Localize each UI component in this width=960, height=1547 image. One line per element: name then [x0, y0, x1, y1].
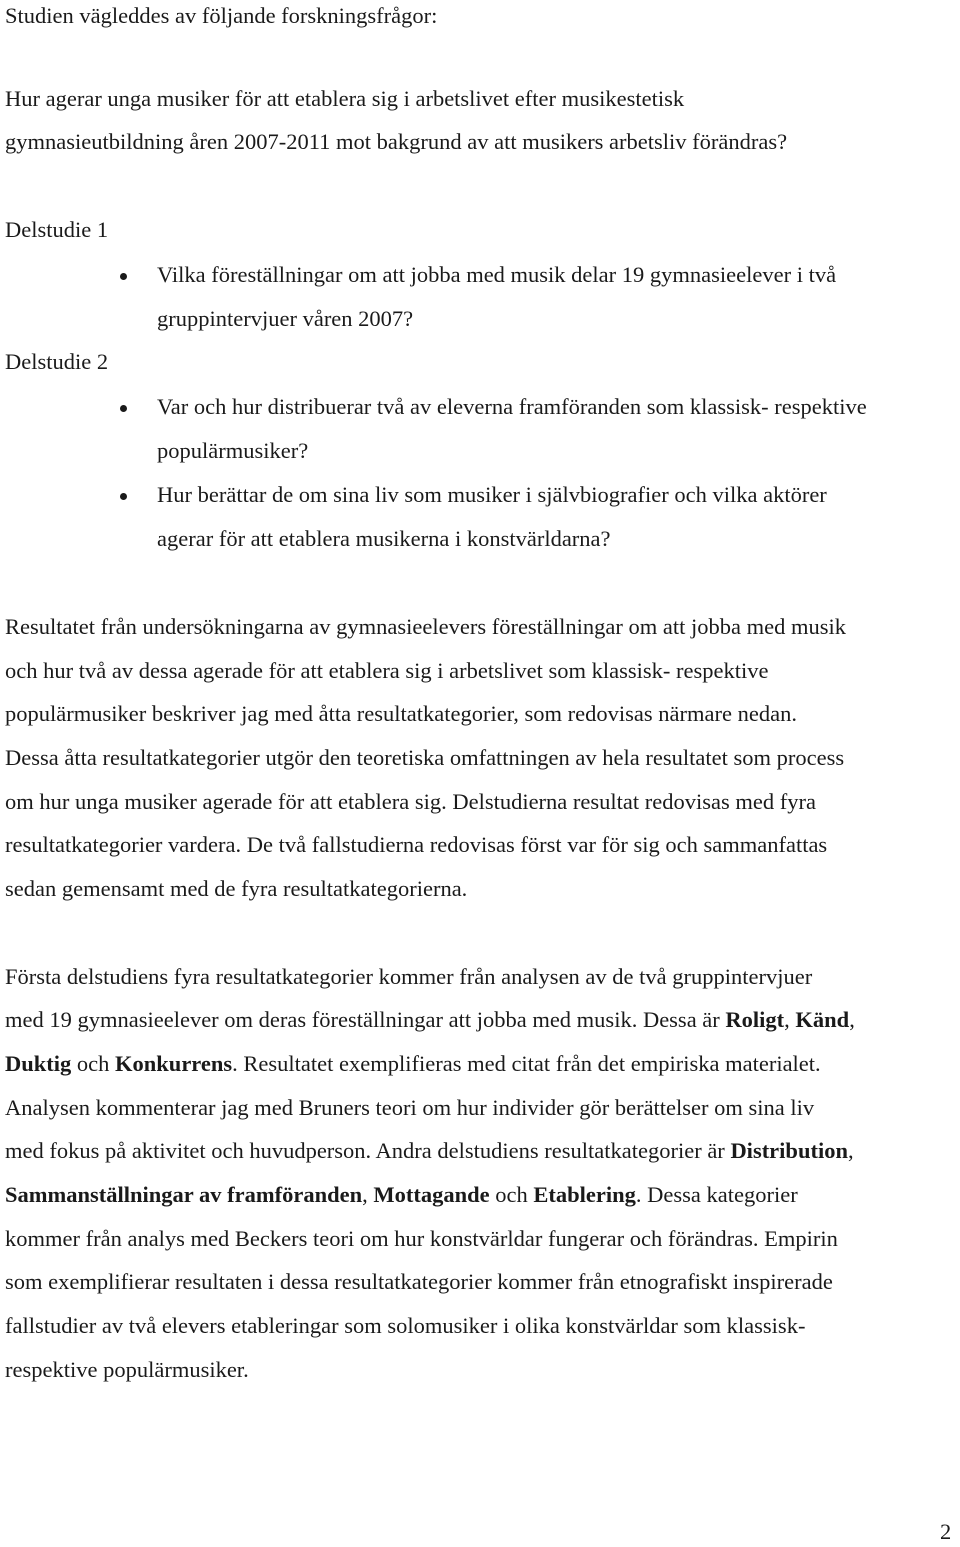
paragraph-2-line-9: fallstudier av två elevers etableringar som solomusiker i olika konstvärldar som klassisk-	[5, 1313, 806, 1338]
paragraph-2-line-6	[5, 1184, 798, 1207]
separator: ,	[847, 1138, 854, 1163]
paragraph-2-line-5	[5, 1140, 854, 1163]
substudy-2-item-1-line-2: populärmusiker?	[157, 438, 309, 463]
separator: ,	[362, 1182, 374, 1207]
substudy-1-item-1-line-2: gruppintervjuer våren 2007?	[157, 306, 414, 331]
paragraph-2-text: . Resultatet exemplifieras med citat från det empiriska materialet.	[232, 1051, 821, 1076]
substudy-2-item-2-line-1: Hur berättar de om sina liv som musiker i självbiografier och vilka aktörer	[157, 482, 827, 507]
substudy-2-label: Delstudie 2	[5, 349, 109, 374]
paragraph-2-line-8: som exemplifierar resultaten i dessa resultatkategorier kommer från etnografiskt inspirerade	[5, 1269, 833, 1294]
substudy-1-item-1-line-1: Vilka föreställningar om att jobba med musik delar 19 gymnasieelever i två	[157, 262, 837, 287]
page-number: 2	[940, 1519, 952, 1544]
separator: ,	[849, 1007, 855, 1032]
category-duktig: Duktig	[5, 1051, 72, 1076]
conjunction: och	[71, 1051, 116, 1076]
category-konkurrens: Konkurrens	[115, 1051, 233, 1076]
paragraph-1-line-5: om hur unga musiker agerade för att etablera sig. Delstudierna resultat redovisas med fyra	[5, 789, 816, 814]
bullet-icon	[120, 273, 127, 280]
paragraph-2-text: med 19 gymnasieelever om deras föreställningar att jobba med musik. Dessa är	[5, 1007, 726, 1032]
category-etablering: Etablering	[533, 1182, 636, 1207]
paragraph-2-line-1: Första delstudiens fyra resultatkategorier kommer från analysen av de två gruppintervjuer	[5, 964, 813, 989]
paragraph-1-line-4: Dessa åtta resultatkategorier utgör den teoretiska omfattningen av hela resultatet som process	[5, 745, 845, 770]
intro-heading: Studien vägleddes av följande forskningsfrågor:	[5, 3, 438, 28]
paragraph-1-line-6: resultatkategorier vardera. De två fallstudierna redovisas först var för sig och sammanfattas	[5, 832, 828, 857]
paragraph-2-text: . Dessa kategorier	[635, 1182, 798, 1207]
bullet-icon	[120, 405, 127, 412]
category-mottagande: Mottagande	[373, 1182, 490, 1207]
substudy-2-item-2-line-2: agerar för att etablera musikerna i konstvärldarna?	[157, 526, 611, 551]
substudy-1-label: Delstudie 1	[5, 217, 109, 242]
paragraph-1-line-1: Resultatet från undersökningarna av gymnasieelevers föreställningar om att jobba med musik	[5, 614, 847, 639]
substudy-2-item-1-line-1: Var och hur distribuerar två av eleverna framföranden som klassisk- respektive	[157, 394, 867, 419]
paragraph-2-line-4: Analysen kommenterar jag med Bruners teori om hur individer gör berättelser om sina liv	[5, 1095, 815, 1120]
paragraph-2-line-7: kommer från analys med Beckers teori om hur konstvärldar fungerar och förändras. Empirin	[5, 1226, 838, 1251]
main-question-line-1: Hur agerar unga musiker för att etablera sig i arbetslivet efter musikestetisk	[5, 86, 685, 111]
category-sammanstallningar: Sammanställningar av framföranden	[5, 1182, 363, 1207]
category-roligt: Roligt	[725, 1007, 785, 1032]
paragraph-1-line-2: och hur två av dessa agerade för att etablera sig i arbetslivet som klassisk- respektive	[5, 658, 769, 683]
conjunction: och	[489, 1182, 534, 1207]
bullet-icon	[120, 493, 127, 500]
paragraph-1-line-7: sedan gemensamt med de fyra resultatkategorierna.	[5, 876, 468, 901]
category-distribution: Distribution	[730, 1138, 848, 1163]
main-question-line-2: gymnasieutbildning åren 2007-2011 mot bakgrund av att musikers arbetsliv förändras?	[5, 129, 788, 154]
category-kand: Känd	[795, 1007, 850, 1032]
paragraph-2-line-2	[5, 1009, 855, 1032]
paragraph-2-line-3	[5, 1053, 821, 1076]
separator: ,	[784, 1007, 796, 1032]
paragraph-2-text: med fokus på aktivitet och huvudperson. Andra delstudiens resultatkategorier är	[5, 1138, 731, 1163]
paragraph-1-line-3: populärmusiker beskriver jag med åtta resultatkategorier, som redovisas närmare nedan.	[5, 701, 797, 726]
paragraph-2-line-10: respektive populärmusiker.	[5, 1357, 249, 1382]
